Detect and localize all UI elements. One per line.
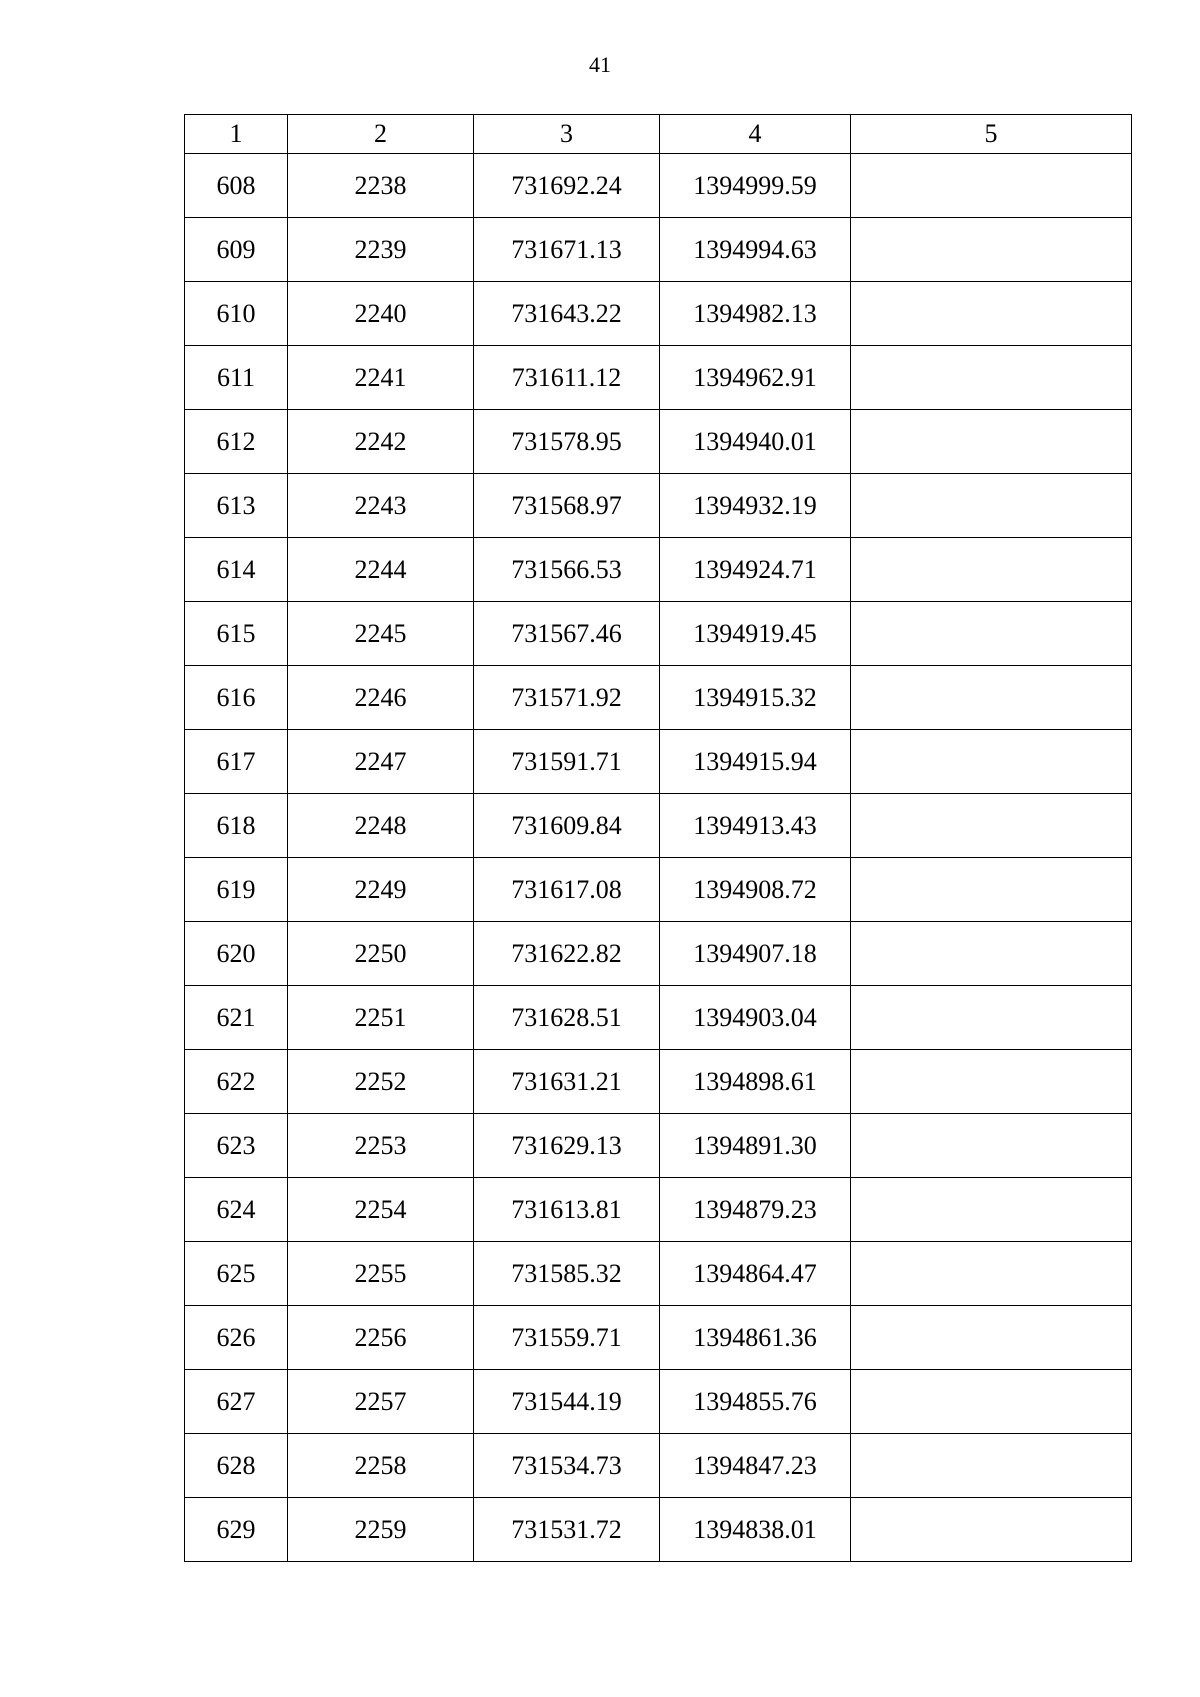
table-cell-col-5 [851,1178,1132,1242]
table-row [185,410,1132,474]
table-cell-col-2: 2247 [288,730,474,794]
table-cell-col-2: 2246 [288,666,474,730]
table-cell-col-1: 620 [185,922,288,986]
table-cell-col-4: 1394913.43 [660,794,851,858]
table-cell-col-1: 609 [185,218,288,282]
table-cell-col-1: 626 [185,1306,288,1370]
table-cell-col-3: 731566.53 [474,538,660,602]
table-row [185,346,1132,410]
table-cell-col-3: 731531.72 [474,1498,660,1562]
table-cell-col-5 [851,1306,1132,1370]
table-cell-col-1: 629 [185,1498,288,1562]
table-row [185,1306,1132,1370]
table-cell-col-3: 731585.32 [474,1242,660,1306]
table-cell-col-4: 1394908.72 [660,858,851,922]
table-cell-col-3: 731571.92 [474,666,660,730]
table-cell-col-4: 1394898.61 [660,1050,851,1114]
table-row [185,794,1132,858]
table-cell-col-1: 613 [185,474,288,538]
table-cell-col-4: 1394919.45 [660,602,851,666]
table-cell-col-5 [851,474,1132,538]
table-cell-col-5 [851,922,1132,986]
table-cell-col-4: 1394924.71 [660,538,851,602]
table-cell-col-4: 1394962.91 [660,346,851,410]
table-cell-col-5 [851,794,1132,858]
table-row [185,218,1132,282]
table-cell-col-2: 2259 [288,1498,474,1562]
table-cell-col-4: 1394915.94 [660,730,851,794]
table-cell-col-1: 623 [185,1114,288,1178]
table-cell-col-3: 731578.95 [474,410,660,474]
table-header [185,115,1132,154]
table-cell-col-3: 731611.12 [474,346,660,410]
table-cell-col-4: 1394861.36 [660,1306,851,1370]
table-row [185,538,1132,602]
table-cell-col-5 [851,858,1132,922]
table-cell-col-4: 1394994.63 [660,218,851,282]
table-cell-col-4: 1394932.19 [660,474,851,538]
table-cell-col-1: 616 [185,666,288,730]
table-cell-col-2: 2242 [288,410,474,474]
table-row [185,730,1132,794]
table-cell-col-3: 731643.22 [474,282,660,346]
table-cell-col-2: 2254 [288,1178,474,1242]
table-cell-col-2: 2258 [288,1434,474,1498]
table-cell-col-1: 612 [185,410,288,474]
table-row [185,602,1132,666]
table-cell-col-1: 617 [185,730,288,794]
table-cell-col-5 [851,1434,1132,1498]
table-cell-col-5 [851,1050,1132,1114]
table-cell-col-5 [851,282,1132,346]
table-cell-col-3: 731629.13 [474,1114,660,1178]
table-cell-col-4: 1394879.23 [660,1178,851,1242]
table-cell-col-2: 2248 [288,794,474,858]
table-cell-col-3: 731692.24 [474,154,660,218]
table-cell-col-5 [851,986,1132,1050]
table-cell-col-4: 1394855.76 [660,1370,851,1434]
table-cell-col-1: 615 [185,602,288,666]
table-cell-col-2: 2241 [288,346,474,410]
table-body [185,154,1132,1562]
table-row [185,1050,1132,1114]
table-cell-col-5 [851,410,1132,474]
table-cell-col-5 [851,1370,1132,1434]
table-row [185,282,1132,346]
table-cell-col-1: 628 [185,1434,288,1498]
table-cell-col-3: 731534.73 [474,1434,660,1498]
table-cell-col-4: 1394982.13 [660,282,851,346]
table-cell-col-1: 621 [185,986,288,1050]
table-cell-col-1: 624 [185,1178,288,1242]
table-cell-col-3: 731609.84 [474,794,660,858]
table-cell-col-1: 611 [185,346,288,410]
table-cell-col-1: 622 [185,1050,288,1114]
table-row [185,1498,1132,1562]
table-cell-col-2: 2250 [288,922,474,986]
column-header-2: 2 [288,115,474,154]
table-cell-col-4: 1394838.01 [660,1498,851,1562]
table-cell-col-1: 627 [185,1370,288,1434]
table-cell-col-3: 731544.19 [474,1370,660,1434]
table-cell-col-2: 2245 [288,602,474,666]
table-cell-col-2: 2257 [288,1370,474,1434]
table-cell-col-2: 2239 [288,218,474,282]
table-cell-col-4: 1394847.23 [660,1434,851,1498]
table-cell-col-1: 618 [185,794,288,858]
table-cell-col-4: 1394891.30 [660,1114,851,1178]
table-cell-col-5 [851,1114,1132,1178]
table-cell-col-2: 2255 [288,1242,474,1306]
table-cell-col-4: 1394903.04 [660,986,851,1050]
table-row [185,986,1132,1050]
table-cell-col-1: 619 [185,858,288,922]
table-cell-col-5 [851,730,1132,794]
table-cell-col-3: 731628.51 [474,986,660,1050]
table-cell-col-5 [851,218,1132,282]
table-cell-col-5 [851,538,1132,602]
table-cell-col-4: 1394864.47 [660,1242,851,1306]
table-cell-col-5 [851,154,1132,218]
column-header-5: 5 [851,115,1132,154]
table-cell-col-1: 608 [185,154,288,218]
table-cell-col-1: 610 [185,282,288,346]
table-cell-col-4: 1394999.59 [660,154,851,218]
table-cell-col-5 [851,1242,1132,1306]
table-row [185,858,1132,922]
table-cell-col-1: 625 [185,1242,288,1306]
coordinates-table [184,114,1132,1562]
table-row [185,474,1132,538]
table-cell-col-3: 731567.46 [474,602,660,666]
header-row [185,115,1132,154]
table-row [185,1242,1132,1306]
page-number: 41 [589,52,611,77]
table-cell-col-3: 731559.71 [474,1306,660,1370]
table-cell-col-1: 614 [185,538,288,602]
table-cell-col-3: 731568.97 [474,474,660,538]
table-cell-col-2: 2253 [288,1114,474,1178]
table-row [185,154,1132,218]
table-cell-col-2: 2240 [288,282,474,346]
table-cell-col-2: 2243 [288,474,474,538]
table-cell-col-4: 1394940.01 [660,410,851,474]
table-cell-col-3: 731591.71 [474,730,660,794]
table-cell-col-4: 1394915.32 [660,666,851,730]
table-cell-col-5 [851,666,1132,730]
table-cell-col-5 [851,602,1132,666]
table-row [185,1370,1132,1434]
table-row [185,922,1132,986]
table-cell-col-2: 2251 [288,986,474,1050]
table-cell-col-5 [851,346,1132,410]
table-cell-col-2: 2249 [288,858,474,922]
column-header-1: 1 [185,115,288,154]
table-cell-col-3: 731622.82 [474,922,660,986]
table-cell-col-3: 731671.13 [474,218,660,282]
column-header-4: 4 [660,115,851,154]
table-cell-col-2: 2252 [288,1050,474,1114]
table-row [185,1434,1132,1498]
column-header-3: 3 [474,115,660,154]
table-cell-col-2: 2256 [288,1306,474,1370]
table-cell-col-5 [851,1498,1132,1562]
table-cell-col-2: 2238 [288,154,474,218]
table-cell-col-3: 731631.21 [474,1050,660,1114]
table-cell-col-3: 731613.81 [474,1178,660,1242]
table-cell-col-3: 731617.08 [474,858,660,922]
table-row [185,1178,1132,1242]
table-cell-col-2: 2244 [288,538,474,602]
table-row [185,1114,1132,1178]
table-row [185,666,1132,730]
table-cell-col-4: 1394907.18 [660,922,851,986]
